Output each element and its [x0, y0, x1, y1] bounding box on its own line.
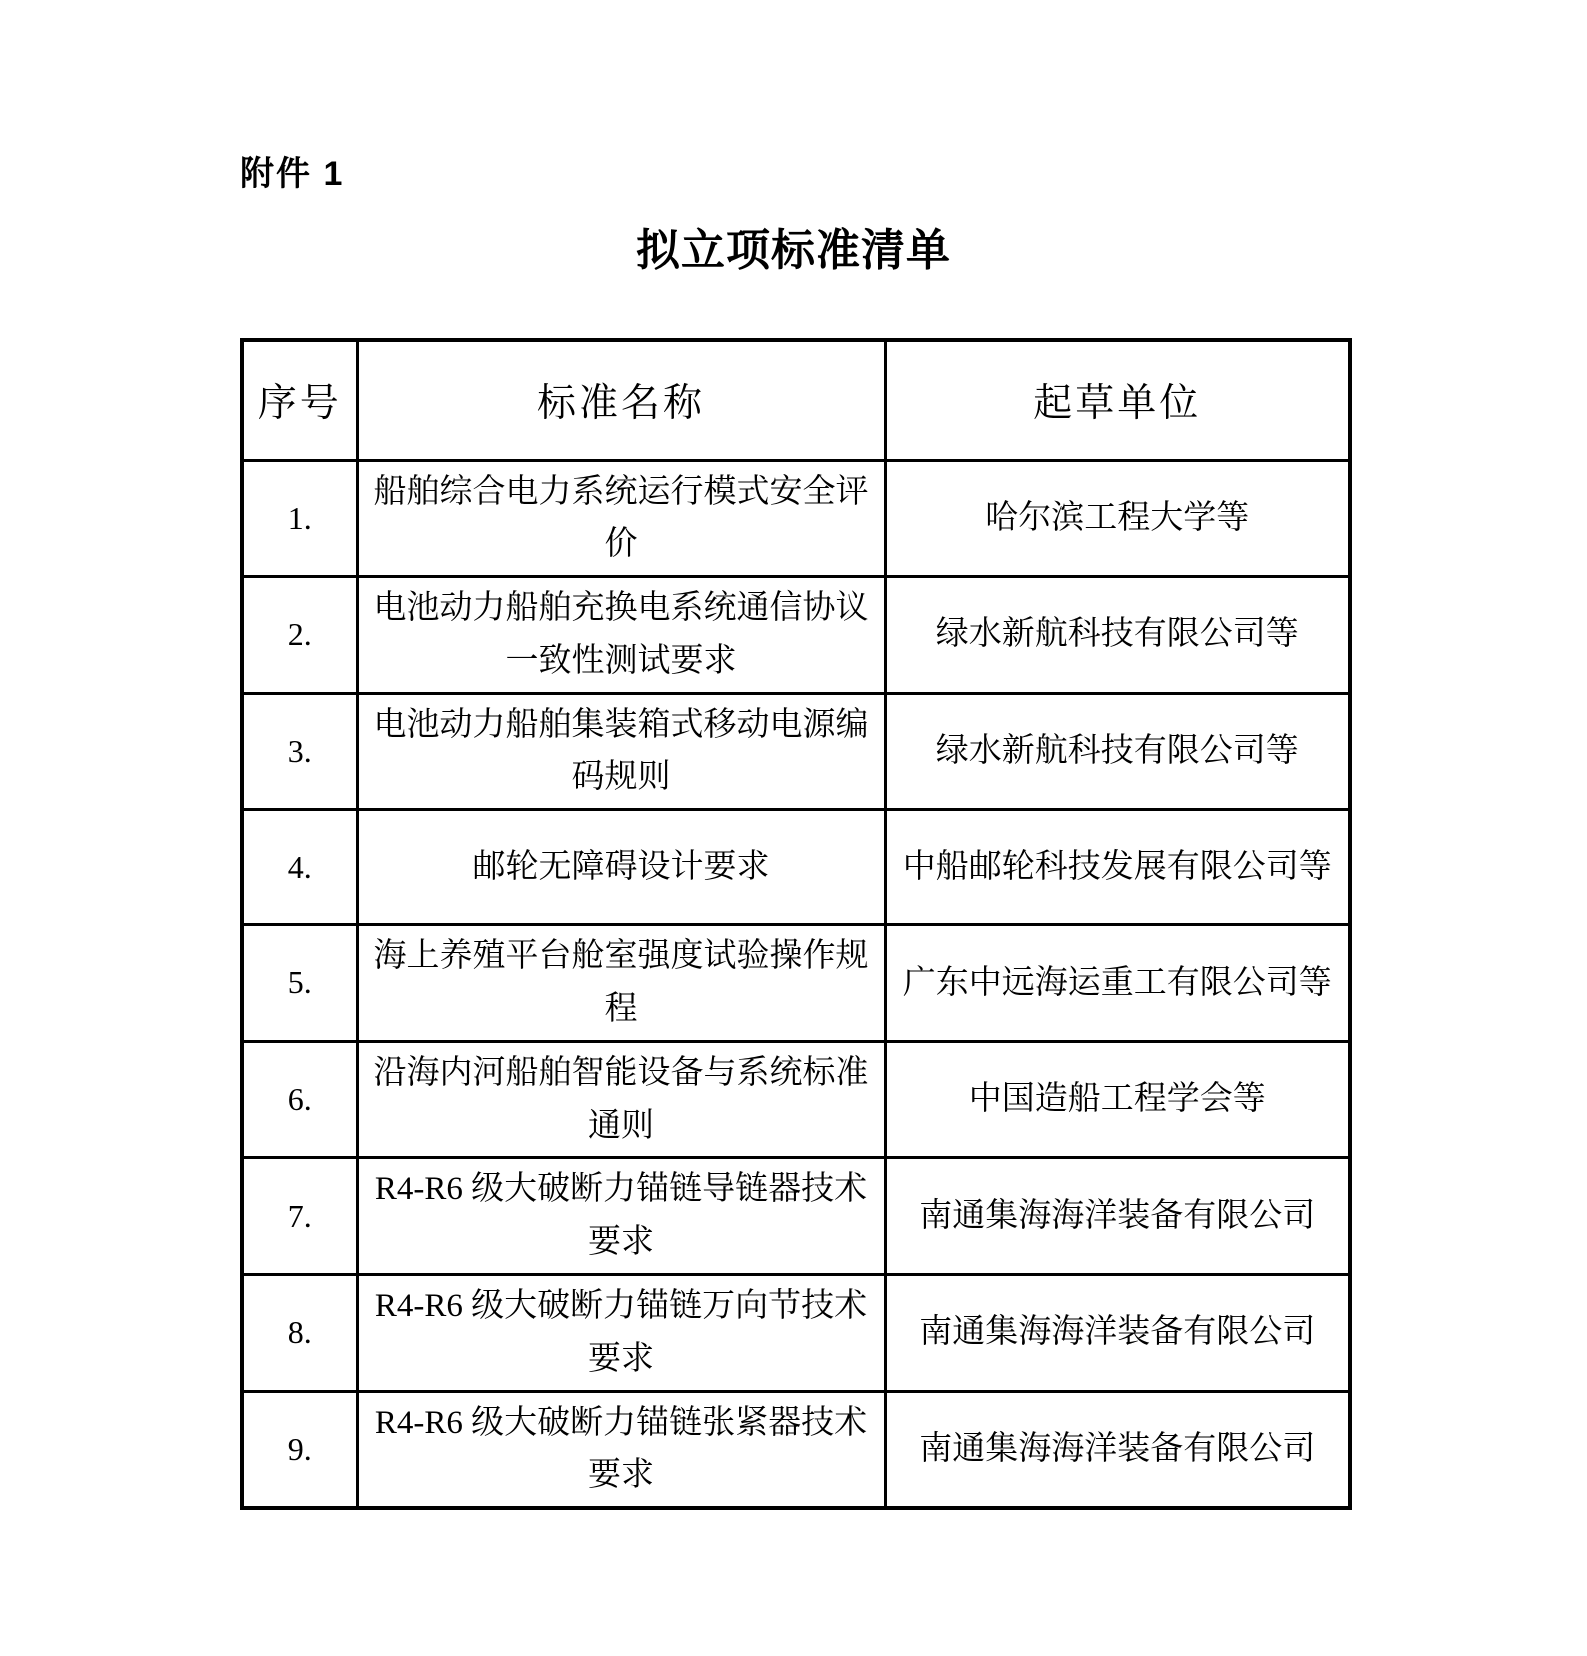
standard-name-cell: 海上养殖平台舱室强度试验操作规程 — [357, 925, 885, 1042]
standards-table — [240, 338, 1352, 1510]
drafting-unit-cell: 绿水新航科技有限公司等 — [885, 693, 1350, 810]
drafting-unit-cell: 南通集海海洋装备有限公司 — [885, 1391, 1350, 1508]
drafting-unit-cell: 南通集海海洋装备有限公司 — [885, 1158, 1350, 1275]
standard-name-cell: 邮轮无障碍设计要求 — [357, 810, 885, 925]
standard-name-cell: 沿海内河船舶智能设备与系统标准通则 — [357, 1041, 885, 1158]
header-standard-name: 标准名称 — [357, 340, 885, 460]
standard-name-cell: R4-R6 级大破断力锚链万向节技术要求 — [357, 1275, 885, 1392]
serial-cell: 9. — [242, 1391, 357, 1508]
standard-name-cell: 船舶综合电力系统运行模式安全评价 — [357, 460, 885, 577]
drafting-unit-cell: 广东中远海运重工有限公司等 — [885, 925, 1350, 1042]
table-header-row — [242, 340, 1350, 460]
table-row — [242, 460, 1350, 577]
standard-name-cell: R4-R6 级大破断力锚链导链器技术要求 — [357, 1158, 885, 1275]
table-body — [242, 460, 1350, 1508]
serial-cell: 7. — [242, 1158, 357, 1275]
serial-cell: 6. — [242, 1041, 357, 1158]
serial-cell: 5. — [242, 925, 357, 1042]
standard-name-cell: 电池动力船舶充换电系统通信协议一致性测试要求 — [357, 577, 885, 694]
serial-cell: 3. — [242, 693, 357, 810]
table-row — [242, 577, 1350, 694]
header-serial-number: 序号 — [242, 340, 357, 460]
header-drafting-unit: 起草单位 — [885, 340, 1350, 460]
table-row — [242, 925, 1350, 1042]
serial-cell: 4. — [242, 810, 357, 925]
table-row — [242, 810, 1350, 925]
page-title: 拟立项标准清单 — [636, 226, 951, 275]
drafting-unit-cell: 中船邮轮科技发展有限公司等 — [885, 810, 1350, 925]
table-row — [242, 1391, 1350, 1508]
drafting-unit-cell: 绿水新航科技有限公司等 — [885, 577, 1350, 694]
table-row — [242, 693, 1350, 810]
standard-name-cell: 电池动力船舶集装箱式移动电源编码规则 — [357, 693, 885, 810]
table-row — [242, 1158, 1350, 1275]
table-row — [242, 1275, 1350, 1392]
serial-cell: 8. — [242, 1275, 357, 1392]
attachment-label: 附件 1 — [240, 155, 345, 193]
serial-cell: 2. — [242, 577, 357, 694]
serial-cell: 1. — [242, 460, 357, 577]
drafting-unit-cell: 中国造船工程学会等 — [885, 1041, 1350, 1158]
drafting-unit-cell: 哈尔滨工程大学等 — [885, 460, 1350, 577]
standard-name-cell: R4-R6 级大破断力锚链张紧器技术要求 — [357, 1391, 885, 1508]
drafting-unit-cell: 南通集海海洋装备有限公司 — [885, 1275, 1350, 1392]
table-row — [242, 1041, 1350, 1158]
